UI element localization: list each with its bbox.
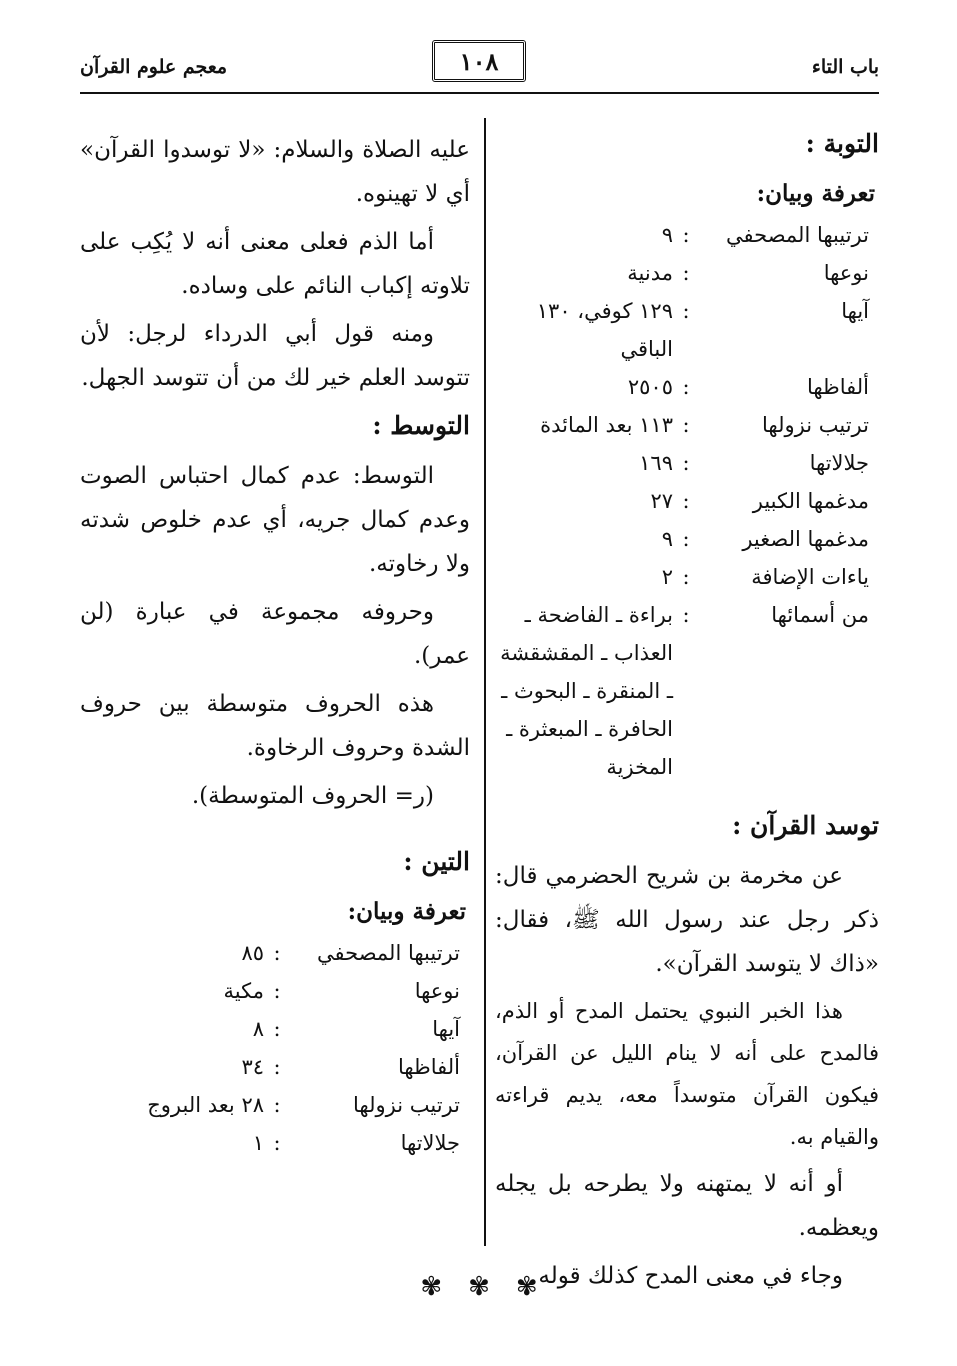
fact-row [80, 972, 470, 1010]
entry-title-tawassud: توسد القرآن : [732, 811, 879, 840]
fact-row [80, 1086, 470, 1124]
chapter-header: باب التاء [811, 56, 879, 78]
paragraph: هذه الحروف متوسطة بين حروف الشدة وحروف الرخاوة. [80, 691, 470, 761]
fact-row [495, 596, 879, 786]
fact-key: ترتيبها المصحفي [317, 941, 460, 965]
paragraph: وحروفه مجموعة في عبارة (لن عمر). [80, 599, 470, 669]
fact-key: مدغمها الكبير [752, 489, 869, 513]
colon: : [682, 375, 690, 399]
fact-value: براءة ـ الفاضحة ـ العذاب ـ المقشقشة ـ المنقرة ـ البحوث ـ الحافرة ـ المبعثرة ـ المخزية [500, 603, 673, 779]
colon: : [682, 223, 690, 247]
colon: : [273, 979, 281, 1003]
colon: : [682, 603, 690, 627]
paragraph: هذا الخبر النبوي يحتمل المدح أو الذم، فالمدح على أنه لا ينام الليل عن القرآن، فيكون القرآن متوسداً معه، يديم قراءته والقيام به. [495, 999, 879, 1149]
colon: : [682, 489, 690, 513]
paragraph: التوسط: عدم كمال احتباس الصوت وعدم كمال جريه، أي عدم خلوص شدته ولا رخاوته. [80, 463, 470, 577]
fact-row [495, 292, 879, 368]
fact-value: ٢٨ بعد البروج [147, 1093, 264, 1117]
colon: : [682, 565, 690, 589]
fact-value: ١٦٩ [639, 451, 673, 475]
fact-key: ترتيب نزولها [762, 413, 869, 437]
entry-title-tawassut: التوسط : [372, 411, 470, 440]
fact-row [495, 406, 879, 444]
fact-row [495, 520, 879, 558]
fact-key: من أسمائها [771, 603, 869, 627]
tin-facts-table [80, 934, 470, 1162]
fact-row [495, 444, 879, 482]
fact-value: مدنية [627, 261, 673, 285]
page-number-box [432, 40, 526, 82]
fact-row [495, 368, 879, 406]
fact-key: نوعها [823, 261, 869, 285]
colon: : [682, 451, 690, 475]
paragraph: عليه الصلاة والسلام: «لا توسدوا القرآن» أي لا تهينوه. [80, 137, 470, 207]
fact-value: ٨٥ [241, 941, 264, 965]
colon: : [273, 1093, 281, 1117]
fact-key: ياءات الإضافة [751, 565, 869, 589]
fact-row [80, 934, 470, 972]
page-number: ١٠٨ [459, 46, 499, 76]
colon: : [273, 941, 281, 965]
column-divider [484, 118, 486, 1246]
book-title-header: معجم علوم القرآن [80, 56, 228, 78]
colon: : [273, 1131, 281, 1155]
paragraph: (ر= الحروف المتوسطة). [191, 783, 434, 809]
header-rule [80, 92, 879, 94]
fact-key: ترتيب نزولها [353, 1093, 460, 1117]
left-column [80, 128, 470, 1162]
fact-row [80, 1124, 470, 1162]
entry-title-tawba: التوبة : [805, 129, 879, 158]
colon: : [682, 413, 690, 437]
colon: : [682, 261, 690, 285]
fact-key: نوعها [414, 979, 460, 1003]
fact-value: ١٢٩ كوفي، ١٣٠ الباقي [536, 299, 673, 361]
fact-key: مدغمها الصغير [742, 527, 869, 551]
fact-key: ترتيبها المصحفي [726, 223, 869, 247]
fact-value: ٢٧ [650, 489, 673, 513]
entry-title-tin: التين : [403, 847, 470, 876]
paragraph: أما الذم فعلى معنى أنه لا يُكِب على تلاوته إكباب النائم على وساده. [80, 229, 470, 299]
colon: : [682, 527, 690, 551]
fact-key: ألفاظها [806, 375, 869, 399]
right-column [495, 122, 879, 1302]
fact-value: ١ [252, 1131, 264, 1155]
paragraph: وجاء في معنى المدح كذلك قوله [538, 1263, 843, 1289]
fact-row [495, 254, 879, 292]
paragraph: ومنه قول أبي الدرداء لرجل: لأن تتوسد العلم خير لك من أن تتوسد الجهل. [80, 321, 470, 391]
tawba-facts-table [495, 216, 879, 786]
fact-row [495, 216, 879, 254]
paragraph: أو أنه لا يمتهنه ولا يطرحه بل يجله ويعظمه. [495, 1171, 879, 1241]
fact-row [495, 482, 879, 520]
fact-value: ٩ [661, 223, 673, 247]
fact-key: آيها [432, 1017, 460, 1041]
fact-key: جلالاتها [809, 451, 869, 475]
fact-value: ٣٤ [241, 1055, 264, 1079]
fact-key: ألفاظها [397, 1055, 460, 1079]
subtitle-tawba: تعرفة وبيان: [756, 180, 875, 207]
fact-value: ٢ [661, 565, 673, 589]
fact-value: ٢٥٠٥ [627, 375, 673, 399]
colon: : [273, 1055, 281, 1079]
fact-row [80, 1048, 470, 1086]
fact-value: ٩ [661, 527, 673, 551]
colon: : [682, 299, 690, 323]
paragraph: عن مخرمة بن شريح الحضرمي قال: ذكر رجل عند رسول الله ﷺ، فقال: «ذاك لا يتوسد القرآن». [495, 863, 879, 977]
fact-key: آيها [841, 299, 869, 323]
fact-value: مكية [223, 979, 264, 1003]
fact-row [80, 1010, 470, 1048]
fact-value: ١١٣ بعد المائدة [540, 413, 673, 437]
fact-value: ٨ [252, 1017, 264, 1041]
fact-row [495, 558, 879, 596]
subtitle-tin: تعرفة وبيان: [347, 898, 466, 925]
fact-key: جلالاتها [400, 1131, 460, 1155]
colon: : [273, 1017, 281, 1041]
footer-ornament: ✾✾✾ [420, 1272, 564, 1302]
